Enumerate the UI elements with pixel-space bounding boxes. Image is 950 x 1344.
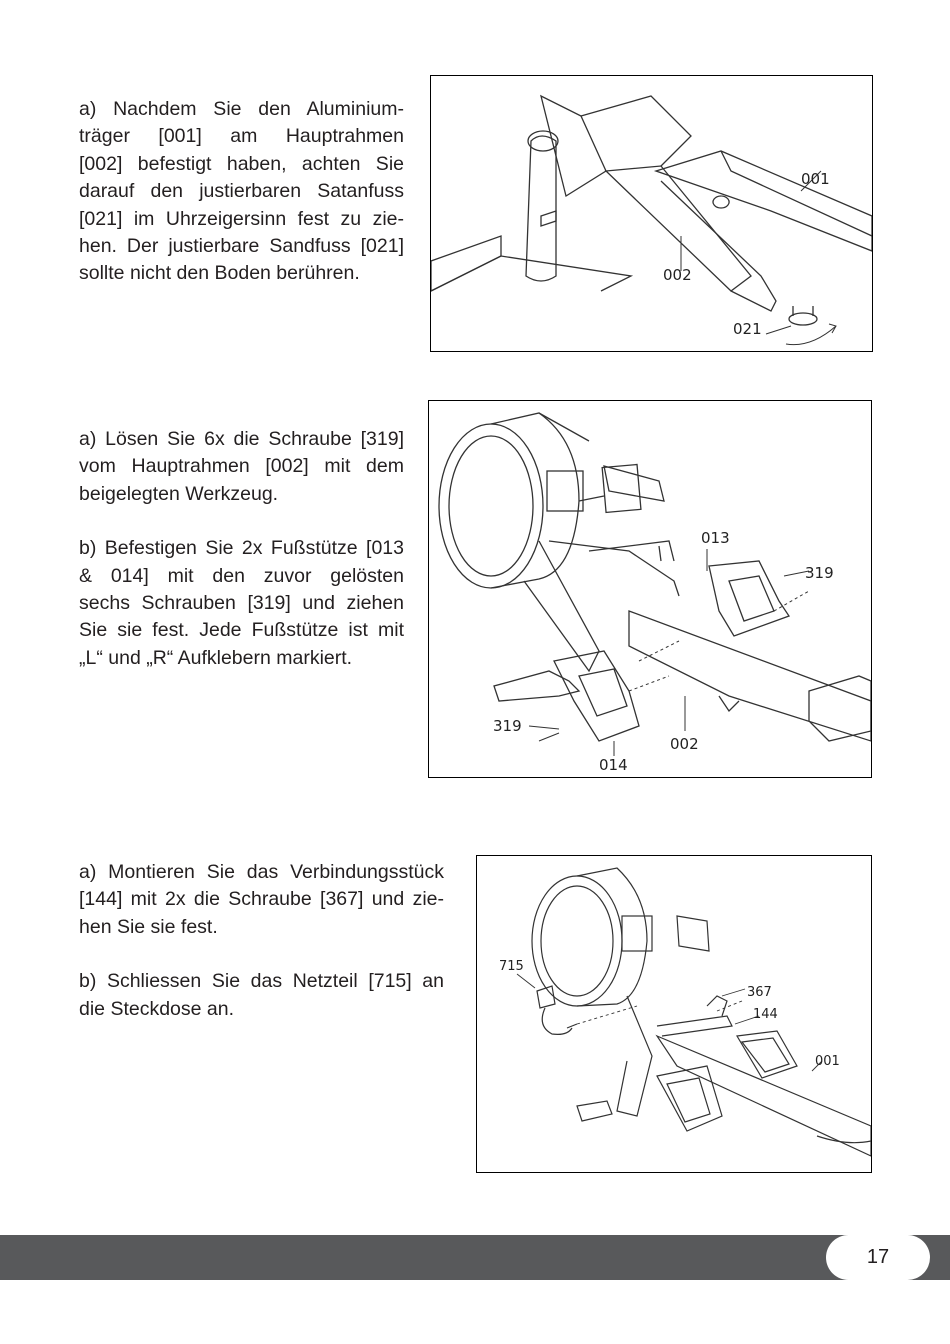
rower-footrest-illustration <box>429 401 871 777</box>
section3-text <box>79 859 444 1023</box>
text-line: b) Schliessen Sie das Netzteil [715] an <box>79 970 444 993</box>
text-line: hen Sie sie fest. <box>79 915 218 938</box>
text-line: darauf den justierbaren Satanfuss <box>79 180 404 203</box>
section2-text <box>79 426 404 672</box>
text-line: vom Hauptrahmen [002] mit dem <box>79 455 404 478</box>
callout-001: 001 <box>815 1054 840 1069</box>
text-line: a) Nachdem Sie den Aluminium- <box>79 98 404 120</box>
text-line: [002] befestigt haben, achten Sie <box>79 152 404 175</box>
text-line: sechs Schrauben [319] und ziehen <box>79 592 404 615</box>
text-line: hen. Der justierbare Sandfuss [021] <box>79 235 404 258</box>
callout-002: 002 <box>663 266 692 284</box>
text-line: b) Befestigen Sie 2x Fußstütze [013 <box>79 537 404 560</box>
text-line: die Steckdose an. <box>79 997 235 1020</box>
callout-013: 013 <box>701 529 730 547</box>
text-line: [144] mit 2x die Schraube [367] und zie- <box>79 888 444 911</box>
section1-text <box>79 96 404 288</box>
text-line: Sie sie fest. Jede Fußstütze ist mit <box>79 619 404 642</box>
callout-144: 144 <box>753 1007 778 1022</box>
callout-715: 715 <box>499 959 524 974</box>
figure-1-rail-mounting <box>430 75 873 352</box>
text-line: beigelegten Werkzeug. <box>79 482 279 505</box>
text-line: träger [001] am Hauptrahmen <box>79 125 404 148</box>
text-line: & 014] mit den zuvor gelösten <box>79 564 404 587</box>
callout-021: 021 <box>733 320 762 338</box>
callout-002: 002 <box>670 735 699 753</box>
text-line: a) Montieren Sie das Verbindungsstück <box>79 861 444 883</box>
callout-014: 014 <box>599 756 628 774</box>
callout-319-right: 319 <box>805 564 834 582</box>
callout-367: 367 <box>747 985 772 1000</box>
text-line: [021] im Uhrzeigersinn fest zu zie- <box>79 207 404 230</box>
callout-001: 001 <box>801 170 830 188</box>
figure-2-footrest-mounting <box>428 400 872 778</box>
figure-3-connector-power <box>476 855 872 1173</box>
rower-frame-illustration <box>431 76 872 351</box>
text-line: sollte nicht den Boden berühren. <box>79 262 360 285</box>
text-line: „L“ und „R“ Aufklebern markiert. <box>79 646 353 669</box>
footer-bar <box>0 1235 950 1280</box>
callout-319-left: 319 <box>493 717 522 735</box>
page-number: 17 <box>826 1235 930 1280</box>
text-line: a) Lösen Sie 6x die Schraube [319] <box>79 428 404 450</box>
rower-connector-illustration <box>477 856 871 1172</box>
